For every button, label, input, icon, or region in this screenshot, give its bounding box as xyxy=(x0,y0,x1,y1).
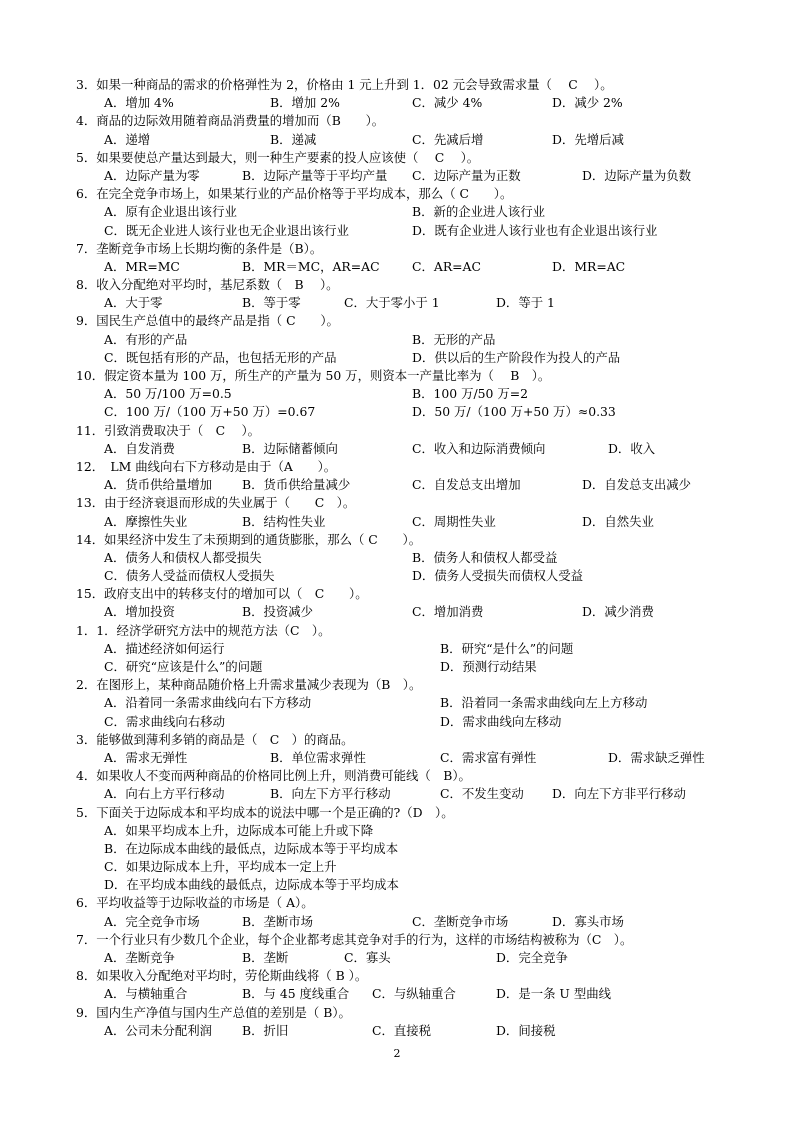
option-row xyxy=(76,785,736,803)
answer-option: A．需求无弹性 xyxy=(104,749,188,765)
option-row xyxy=(76,513,736,531)
answer-option: B．无形的产品 xyxy=(412,331,496,347)
answer-option: B．100 万/50 万=2 xyxy=(412,386,529,402)
answer-option: A．递增 xyxy=(104,131,151,147)
answer-option: B．等于零 xyxy=(242,295,301,311)
answer-option: D．既有企业进人该行业也有企业退出该行业 xyxy=(412,222,658,238)
option-row xyxy=(76,476,736,494)
answer-option: D．50 万/（100 万+50 万）≈0.33 xyxy=(412,404,616,420)
option-row xyxy=(76,203,736,221)
option-row xyxy=(76,658,736,676)
answer-option: A．增加 4% xyxy=(104,95,174,111)
answer-option: D．在平均成本曲线的最低点，边际成本等于平均成本 xyxy=(104,877,399,893)
option-row xyxy=(76,294,736,312)
answer-option: A．向右上方平行移动 xyxy=(104,786,225,802)
answer-option: B．研究“是什么”的问题 xyxy=(440,640,574,656)
option-row xyxy=(76,840,736,858)
option-row xyxy=(76,1022,736,1040)
answer-option: C．收入和边际消费倾向 xyxy=(412,440,546,456)
answer-option: C．减少 4% xyxy=(412,95,483,111)
option-row xyxy=(76,331,736,349)
answer-option: D．等于 1 xyxy=(496,295,555,311)
answer-option: C．寡头 xyxy=(344,950,391,965)
answer-option: D．MR=AC xyxy=(552,258,626,274)
answer-option: A．自发消费 xyxy=(104,440,175,456)
answer-option: B．单位需求弹性 xyxy=(270,749,366,765)
answer-option: D．先增后减 xyxy=(552,131,624,147)
option-row xyxy=(76,258,736,276)
answer-option: B．垄断市场 xyxy=(242,913,314,929)
answer-option: D．减少消费 xyxy=(582,604,654,620)
option-row xyxy=(76,949,736,967)
option-row xyxy=(76,913,736,931)
answer-option: B．垄断 xyxy=(242,950,289,965)
option-row xyxy=(76,385,736,403)
answer-option: B．投资减少 xyxy=(242,604,314,620)
question-stem: 3．能够做到薄利多销的商品是（ C ）的商品。 xyxy=(76,731,354,747)
answer-option: C．自发总支出增加 xyxy=(412,477,521,493)
answer-option: D．自发总支出减少 xyxy=(582,477,692,493)
answer-option: C．100 万/（100 万+50 万）=0.67 xyxy=(104,404,316,420)
question-stem: 3．如果一种商品的需求的价格弹性为 2，价格由 1 元上升到 1．02 元会导致需求量（ C ）。 xyxy=(76,77,613,92)
answer-option: B．增加 2% xyxy=(270,95,340,111)
answer-option: C．边际产量为正数 xyxy=(412,167,521,183)
answer-option: C．直接税 xyxy=(372,1022,432,1038)
question-stem: 2．在图形上，某种商品随价格上升需求量减少表现为（B ）。 xyxy=(76,677,422,693)
answer-option: B．折旧 xyxy=(242,1022,289,1038)
answer-option: C．研究“应该是什么”的问题 xyxy=(104,659,263,674)
answer-option: C．先减后增 xyxy=(412,131,484,147)
answer-option: A．如果平均成本上升，边际成本可能上升或下降 xyxy=(104,822,374,838)
question-stem: 10．假定资本量为 100 万，所生产的产量为 50 万，则资本一产量比率为（ B ）。 xyxy=(76,368,551,383)
option-row xyxy=(76,822,736,840)
option-row xyxy=(76,167,736,185)
answer-option: B．MR＝MC，AR=AC xyxy=(242,258,380,274)
answer-option: A．有形的产品 xyxy=(104,331,188,347)
answer-option: B．债务人和债权人都受益 xyxy=(412,549,558,565)
answer-option: C．AR=AC xyxy=(412,258,481,274)
answer-option: D．完全竞争 xyxy=(496,950,568,965)
answer-option: D．需求曲线向左移动 xyxy=(440,713,562,729)
answer-option: B．在边际成本曲线的最低点，边际成本等于平均成本 xyxy=(104,840,399,856)
answer-option: A．原有企业退出该行业 xyxy=(104,204,237,220)
answer-option: D．收入 xyxy=(608,440,656,456)
question-stem: 7．垄断竞争市场上长期均衡的条件是（B）。 xyxy=(76,240,323,256)
answer-option: C．不发生变动 xyxy=(440,786,524,802)
answer-option: C．需求富有弹性 xyxy=(440,749,537,765)
answer-option: C．既包括有形的产品，也包括无形的产品 xyxy=(104,349,337,365)
option-row xyxy=(76,640,736,658)
page-number: 2 xyxy=(393,1047,401,1060)
option-row xyxy=(76,440,736,458)
question-stem: 4．如果收人不变而两种商品的价格同比例上升，则消费可能线（ B）。 xyxy=(76,768,471,784)
answer-option: A．50 万/100 万=0.5 xyxy=(104,386,232,402)
answer-option: C．周期性失业 xyxy=(412,513,496,529)
question-stem: 15．政府支出中的转移支付的增加可以（ C ）。 xyxy=(76,586,368,602)
answer-option: A．MR=MC xyxy=(104,258,180,274)
question-stem: 5．下面关于边际成本和平均成本的说法中哪一个是正确的?（D ）。 xyxy=(76,804,454,820)
option-row xyxy=(76,131,736,149)
answer-option: A．描述经济如何运行 xyxy=(104,640,225,656)
question-stem: 13．由于经济衰退而形成的失业属于（ C ）。 xyxy=(76,495,356,511)
question-stem: 7．一个行业只有少数几个企业，每个企业都考虑其竞争对手的行为，这样的市场结构被称为（C ）。 xyxy=(76,931,633,947)
answer-option: A．货币供给量增加 xyxy=(104,477,213,493)
option-row xyxy=(76,749,736,767)
answer-option: A．完全竞争市场 xyxy=(104,913,200,929)
question-stem: 9．国民生产总值中的最终产品是指（ C ）。 xyxy=(76,313,339,329)
answer-option: A．垄断竞争 xyxy=(104,950,175,965)
answer-option: C．垄断竞争市场 xyxy=(412,913,509,929)
question-stem: 1．1．经济学研究方法中的规范方法（C ）。 xyxy=(76,622,331,638)
answer-option: A．公司未分配利润 xyxy=(104,1022,213,1038)
option-row xyxy=(76,222,736,240)
answer-option: C．增加消费 xyxy=(412,604,484,620)
question-stem: 8．如果收入分配绝对平均时，劳伦斯曲线将（ B ）。 xyxy=(76,968,368,984)
answer-option: C．与纵轴重合 xyxy=(372,986,456,1002)
answer-option: D．边际产量为负数 xyxy=(582,167,692,183)
question-stem: 5．如果要使总产量达到最大，则一种生产要素的投人应该使（ C ）。 xyxy=(76,149,480,165)
answer-option: D．债务人受损失而债权人受益 xyxy=(412,568,584,584)
option-row xyxy=(76,985,736,1003)
answer-option: A．摩擦性失业 xyxy=(104,513,188,529)
answer-option: A．大于零 xyxy=(104,295,163,311)
option-row xyxy=(76,603,736,621)
answer-option: D．自然失业 xyxy=(582,513,654,529)
answer-option: D．供以后的生产阶段作为投人的产品 xyxy=(412,349,621,365)
question-stem: 4．商品的边际效用随着商品消费量的增加而（B ）。 xyxy=(76,113,385,129)
answer-option: B．结构性失业 xyxy=(242,513,326,529)
option-row xyxy=(76,403,736,421)
answer-option: A．与横轴重合 xyxy=(104,986,188,1002)
answer-option: D．寡头市场 xyxy=(552,913,624,929)
answer-option: C．大于零小于 1 xyxy=(344,295,440,311)
question-stem: 6．在完全竞争市场上，如果某行业的产品价格等于平均成本，那么（ C ）。 xyxy=(76,186,513,202)
answer-option: A．债务人和债权人都受损失 xyxy=(104,549,262,565)
answer-option: B．与 45 度线重合 xyxy=(242,986,350,1002)
answer-option: B．货币供给量减少 xyxy=(242,477,351,493)
question-list xyxy=(76,76,736,1040)
answer-option: B．边际产量等于平均产量 xyxy=(242,167,388,183)
answer-option: B．递减 xyxy=(270,131,317,147)
option-row xyxy=(76,858,736,876)
answer-option: D．是一条 U 型曲线 xyxy=(496,986,611,1002)
answer-option: D．间接税 xyxy=(496,1022,556,1038)
answer-option: A．增加投资 xyxy=(104,604,175,620)
answer-option: B．边际储蓄倾向 xyxy=(242,440,338,456)
question-stem: 14．如果经济中发生了未预期到的通货膨胀，那么（ C ）。 xyxy=(76,531,422,547)
question-stem: 12． LM 曲线向右下方移动是由于（A ）。 xyxy=(76,458,337,474)
answer-option: D．预测行动结果 xyxy=(440,659,537,674)
option-row xyxy=(76,713,736,731)
question-stem: 6．平均收益等于边际收益的市场是（ A）。 xyxy=(76,895,314,911)
option-row xyxy=(76,349,736,367)
answer-option: A．沿着同一条需求曲线向右下方移动 xyxy=(104,695,312,711)
answer-option: D．减少 2% xyxy=(552,95,623,111)
answer-option: C．既无企业进人该行业也无企业退出该行业 xyxy=(104,222,349,238)
question-stem: 8．收入分配绝对平均时，基尼系数（ B ）。 xyxy=(76,277,339,293)
option-row xyxy=(76,876,736,894)
option-row xyxy=(76,694,736,712)
answer-option: C．如果边际成本上升，平均成本一定上升 xyxy=(104,859,337,875)
option-row xyxy=(76,549,736,567)
question-stem: 9．国内生产净值与国内生产总值的差别是（ B）。 xyxy=(76,1004,351,1020)
answer-option: C．债务人受益而债权人受损失 xyxy=(104,568,275,584)
answer-option: C．需求曲线向右移动 xyxy=(104,713,225,729)
option-row xyxy=(76,567,736,585)
answer-option: B．新的企业进人该行业 xyxy=(412,204,546,220)
answer-option: D．需求缺乏弹性 xyxy=(608,749,705,765)
question-stem: 11．引致消费取决于（ C ）。 xyxy=(76,422,261,438)
answer-option: B．向左下方平行移动 xyxy=(270,786,391,802)
answer-option: A．边际产量为零 xyxy=(104,167,200,183)
answer-option: D．向左下方非平行移动 xyxy=(552,786,686,802)
option-row xyxy=(76,94,736,112)
answer-option: B．沿着同一条需求曲线向左上方移动 xyxy=(440,695,648,711)
